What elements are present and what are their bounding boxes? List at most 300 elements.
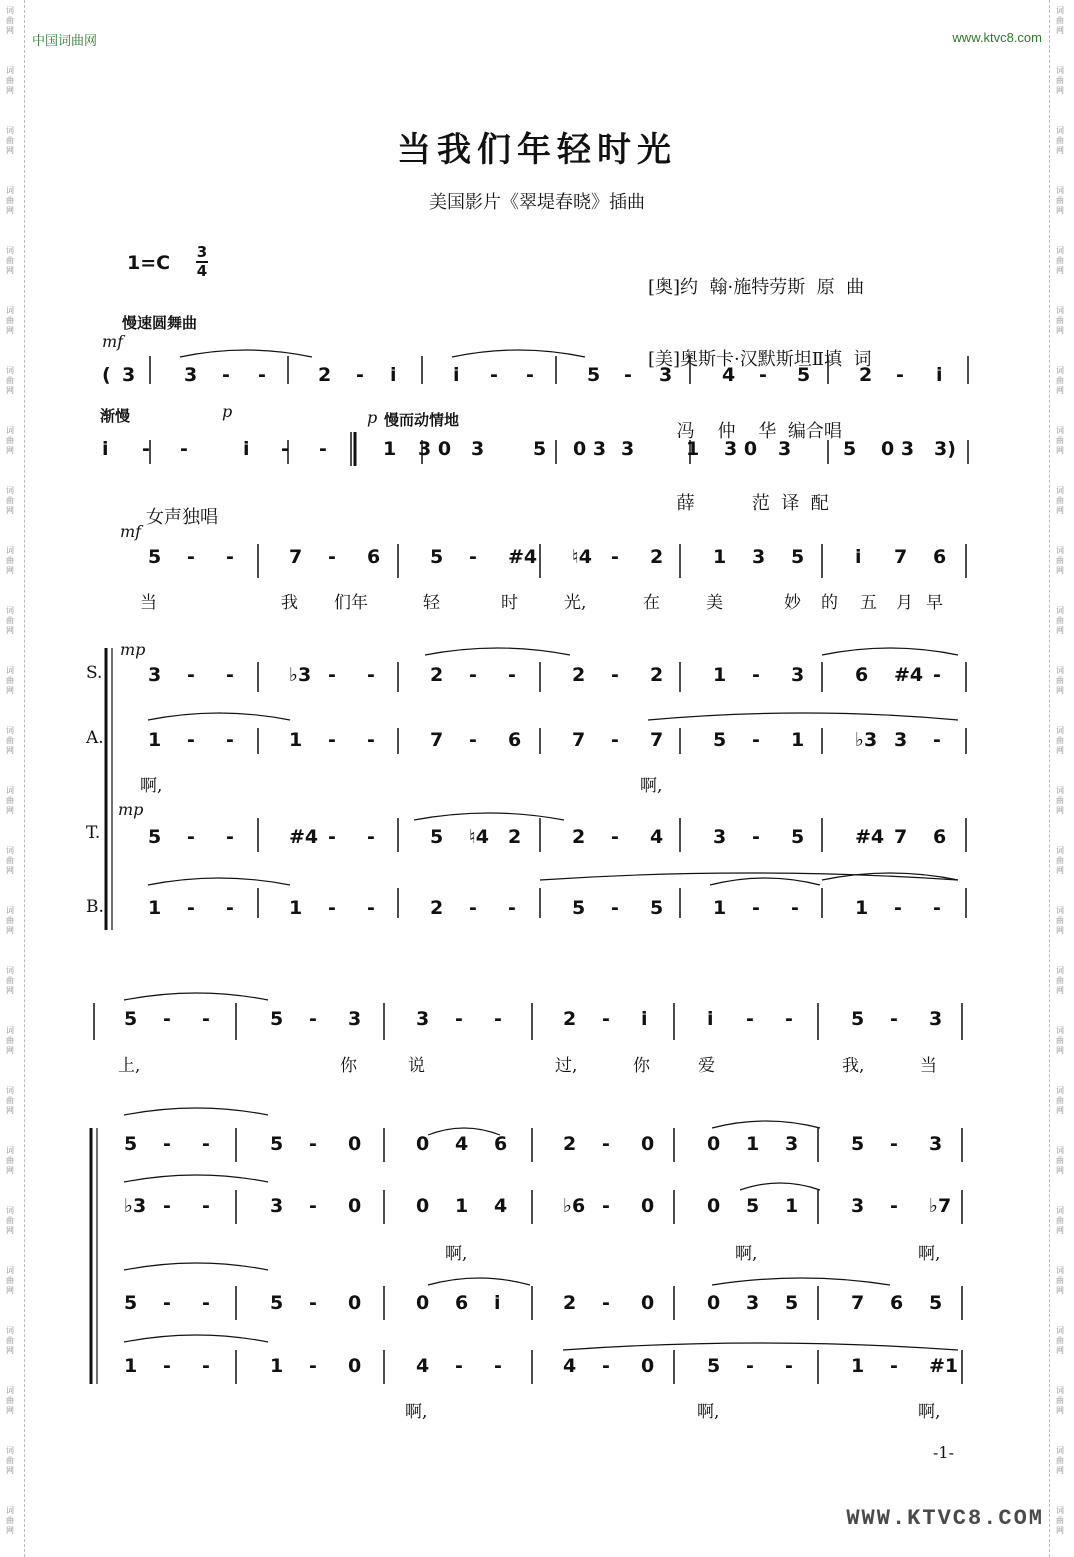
side-watermark-text: 词曲网	[6, 1386, 14, 1415]
lyric: 你	[340, 1056, 357, 1076]
dynamic-p: p	[367, 408, 378, 427]
note: -	[896, 364, 904, 386]
note: 2	[572, 826, 586, 848]
note: 1	[851, 1355, 865, 1377]
note: 2	[508, 826, 522, 848]
lyric: 早	[926, 593, 943, 613]
note: 5	[124, 1292, 138, 1314]
note: -	[187, 729, 195, 751]
note: 1	[686, 438, 700, 460]
note: 5	[430, 826, 444, 848]
note: 0	[348, 1195, 362, 1217]
lyric: 你	[633, 1056, 650, 1076]
note: 5	[430, 546, 444, 568]
lyric: 五	[860, 593, 877, 613]
note: i	[102, 438, 109, 460]
note: i	[390, 364, 397, 386]
side-watermark-text: 词曲网	[6, 1206, 14, 1235]
note: #4	[289, 826, 319, 848]
note: -	[469, 897, 477, 919]
note: 0 3	[881, 438, 915, 460]
note: 6	[855, 664, 869, 686]
dynamic-mf: mf	[102, 332, 124, 351]
tempo-marking: 慢速圆舞曲	[122, 314, 198, 332]
lyric: 们年	[334, 593, 368, 613]
slur	[124, 1263, 268, 1270]
side-watermark-text: 词曲网	[1056, 786, 1064, 815]
note: 5	[791, 546, 805, 568]
note: 1	[289, 897, 303, 919]
lyric: 啊,	[697, 1402, 720, 1422]
side-watermark-text: 词曲网	[1056, 1326, 1064, 1355]
note: -	[226, 897, 234, 919]
lyric: 当	[140, 593, 157, 613]
note: -	[746, 1355, 754, 1377]
note: 1	[785, 1195, 799, 1217]
slur	[563, 1343, 958, 1350]
note: -	[328, 897, 336, 919]
lyric: 我	[281, 593, 298, 613]
note: 0	[707, 1195, 721, 1217]
side-watermark-text: 词曲网	[6, 726, 14, 755]
note: i	[243, 438, 250, 460]
note: -	[356, 364, 364, 386]
side-watermark-text: 词曲网	[6, 1026, 14, 1055]
side-watermark-text: 词曲网	[1056, 1446, 1064, 1475]
note: 1	[124, 1355, 138, 1377]
note: -	[309, 1355, 317, 1377]
note: 6	[494, 1133, 508, 1155]
note: -	[222, 364, 230, 386]
lyric: 上,	[118, 1056, 141, 1076]
note: -	[508, 664, 516, 686]
side-watermark-text: 词曲网	[1056, 1146, 1064, 1175]
note: 2	[430, 897, 444, 919]
note: -	[526, 364, 534, 386]
note: 1	[270, 1355, 284, 1377]
note: -	[187, 826, 195, 848]
note: -	[187, 897, 195, 919]
slur	[124, 1108, 268, 1115]
side-watermark-text: 词曲网	[1056, 846, 1064, 875]
note: 0	[348, 1355, 362, 1377]
note: 1	[713, 664, 727, 686]
note: -	[187, 546, 195, 568]
note: 4	[416, 1355, 430, 1377]
note: -	[890, 1195, 898, 1217]
note: 1	[746, 1133, 760, 1155]
lyric: 过,	[555, 1056, 578, 1076]
note: #4	[508, 546, 538, 568]
note: 4	[455, 1133, 469, 1155]
note: 1	[455, 1195, 469, 1217]
note: -	[328, 664, 336, 686]
note: 2	[859, 364, 873, 386]
note: -	[611, 897, 619, 919]
note: 5	[650, 897, 664, 919]
note: 5	[843, 438, 857, 460]
note: 4	[494, 1195, 508, 1217]
side-watermark-text: 词曲网	[6, 1266, 14, 1295]
note: -	[180, 438, 188, 460]
note: i	[707, 1008, 714, 1030]
note: 5	[785, 1292, 799, 1314]
note: -	[319, 438, 327, 460]
note: 2	[650, 546, 664, 568]
lyric: 妙	[784, 593, 801, 613]
side-watermark-text: 词曲网	[6, 246, 14, 275]
note: -	[367, 664, 375, 686]
note: 5	[929, 1292, 943, 1314]
song-subtitle: 美国影片《翠堤春晓》插曲	[429, 192, 645, 213]
side-watermark-text: 词曲网	[6, 546, 14, 575]
note: 5	[270, 1292, 284, 1314]
key-signature: 1=C	[127, 252, 171, 274]
dynamic-mp: mp	[120, 640, 146, 659]
slur	[712, 1278, 890, 1285]
note: -	[602, 1133, 610, 1155]
side-watermark-text: 词曲网	[6, 666, 14, 695]
note: -	[163, 1133, 171, 1155]
slur	[148, 878, 290, 885]
note: -	[494, 1355, 502, 1377]
slur	[180, 350, 312, 357]
note: (	[102, 364, 111, 386]
side-watermark-text: 词曲网	[1056, 186, 1064, 215]
note: 2	[563, 1292, 577, 1314]
side-watermark-text: 词曲网	[1056, 66, 1064, 95]
note: -	[785, 1355, 793, 1377]
note: 7	[894, 826, 908, 848]
side-watermark-text: 词曲网	[1056, 1266, 1064, 1295]
note: -	[933, 729, 941, 751]
note: -	[309, 1195, 317, 1217]
side-watermark-text: 词曲网	[6, 906, 14, 935]
part-label-bass: B.	[86, 897, 104, 917]
side-watermark-text: 词曲网	[6, 186, 14, 215]
note: -	[933, 664, 941, 686]
note: -	[226, 729, 234, 751]
lyric: 的	[821, 593, 838, 613]
lyric: 啊,	[735, 1244, 758, 1264]
side-watermark-text: 词曲网	[1056, 6, 1064, 35]
lyric: 说	[408, 1056, 425, 1076]
note: ♭6	[563, 1195, 586, 1217]
lyric: 爱	[698, 1056, 715, 1076]
note: 0	[416, 1292, 430, 1314]
note: -	[226, 664, 234, 686]
note: -	[494, 1008, 502, 1030]
note: -	[469, 664, 477, 686]
slur	[124, 1175, 268, 1182]
side-watermark-text: 词曲网	[6, 1446, 14, 1475]
note: 0	[641, 1355, 655, 1377]
note: 3	[778, 438, 792, 460]
note: 5	[533, 438, 547, 460]
note: 5	[572, 897, 586, 919]
side-watermark-text: 词曲网	[1056, 306, 1064, 335]
note: 6	[508, 729, 522, 751]
note: -	[281, 438, 289, 460]
note: -	[309, 1292, 317, 1314]
note: 6	[933, 546, 947, 568]
site-url-right[interactable]: www.ktvc8.com	[952, 30, 1042, 45]
note: 5	[797, 364, 811, 386]
side-watermark-text: 词曲网	[6, 846, 14, 875]
slur	[428, 1278, 530, 1285]
dynamic-mp: mp	[118, 800, 144, 819]
slur	[148, 713, 290, 720]
note: 3	[929, 1133, 943, 1155]
note: -	[469, 729, 477, 751]
note: -	[187, 664, 195, 686]
note: 5	[148, 826, 162, 848]
note: 7	[894, 546, 908, 568]
credit-line: [美]奥斯卡·汉默斯坦Ⅱ填 词	[648, 349, 872, 370]
note: -	[328, 546, 336, 568]
side-watermark-text: 词曲网	[6, 126, 14, 155]
note: -	[490, 364, 498, 386]
note: 6	[367, 546, 381, 568]
note: -	[602, 1355, 610, 1377]
note: 7	[289, 546, 303, 568]
note: 3	[148, 664, 162, 686]
note: -	[933, 897, 941, 919]
note: 1	[148, 729, 162, 751]
lyric: 啊,	[445, 1244, 468, 1264]
note: 7	[851, 1292, 865, 1314]
note: 3	[270, 1195, 284, 1217]
note: 2	[563, 1008, 577, 1030]
side-watermark-text: 词曲网	[1056, 666, 1064, 695]
side-watermark-text: 词曲网	[1056, 426, 1064, 455]
tempo-marking: 渐慢	[100, 407, 131, 425]
slur	[710, 878, 820, 885]
note: 5	[124, 1133, 138, 1155]
note: 7	[572, 729, 586, 751]
note: 3	[621, 438, 635, 460]
note: -	[890, 1355, 898, 1377]
note: 5	[270, 1008, 284, 1030]
slur	[648, 713, 958, 720]
note: 2	[650, 664, 664, 686]
note: 0	[416, 1195, 430, 1217]
side-watermark-text: 词曲网	[1056, 246, 1064, 275]
slur	[740, 1183, 820, 1190]
side-watermark-text: 词曲网	[1056, 546, 1064, 575]
note: -	[309, 1008, 317, 1030]
note: ♭3	[855, 729, 878, 751]
side-watermark-text: 词曲网	[1056, 1026, 1064, 1055]
slur	[428, 1128, 500, 1135]
note: 3	[348, 1008, 362, 1030]
lyric: 我,	[842, 1056, 865, 1076]
side-watermark-text: 词曲网	[1056, 1506, 1064, 1535]
note: #4	[894, 664, 924, 686]
lyric: 当	[920, 1056, 937, 1076]
side-watermark-text: 词曲网	[6, 306, 14, 335]
part-label-tenor: T.	[86, 823, 101, 843]
side-watermark-text: 词曲网	[1056, 1206, 1064, 1235]
note: 1	[791, 729, 805, 751]
note: 5	[851, 1133, 865, 1155]
side-watermark-text: 词曲网	[1056, 126, 1064, 155]
side-watermark-text: 词曲网	[6, 1506, 14, 1535]
note: -	[602, 1292, 610, 1314]
note: -	[602, 1195, 610, 1217]
note: 1	[148, 897, 162, 919]
slur	[452, 350, 585, 357]
lyric: 啊,	[640, 776, 663, 796]
part-label-alto: A.	[86, 728, 104, 748]
note: 0 3	[573, 438, 607, 460]
note: 6	[890, 1292, 904, 1314]
note: 3	[416, 1008, 430, 1030]
note: 2	[563, 1133, 577, 1155]
note: -	[328, 729, 336, 751]
part-label-soprano: S.	[86, 663, 103, 683]
time-sig-top: 3	[196, 243, 208, 261]
side-watermark-text: 词曲网	[1056, 486, 1064, 515]
note: -	[163, 1008, 171, 1030]
note: ♭7	[929, 1195, 952, 1217]
note: 1	[383, 438, 397, 460]
note: -	[367, 826, 375, 848]
dynamic-mf: mf	[120, 522, 142, 541]
note: 5	[148, 546, 162, 568]
note: 5	[746, 1195, 760, 1217]
note: 2	[572, 664, 586, 686]
credit-line: 冯 仲 华 编合唱	[648, 421, 842, 442]
note: 4	[650, 826, 664, 848]
lyric: 啊,	[918, 1244, 941, 1264]
note: -	[455, 1008, 463, 1030]
note: -	[602, 1008, 610, 1030]
note: 5	[791, 826, 805, 848]
note: 6	[933, 826, 947, 848]
page-number: -1-	[933, 1443, 954, 1462]
note: -	[367, 729, 375, 751]
note: -	[202, 1133, 210, 1155]
slur	[414, 813, 564, 820]
side-watermark-text: 词曲网	[6, 366, 14, 395]
note: -	[202, 1292, 210, 1314]
note: 2	[318, 364, 332, 386]
side-watermark-text: 词曲网	[1056, 366, 1064, 395]
side-watermark-text: 词曲网	[6, 606, 14, 635]
lyric: 光,	[564, 593, 587, 613]
note: 0	[641, 1195, 655, 1217]
note: 3	[122, 364, 136, 386]
note: -	[752, 826, 760, 848]
note: -	[752, 897, 760, 919]
lyric: 时	[501, 593, 518, 613]
side-watermark-text: 词曲网	[6, 426, 14, 455]
slur	[124, 993, 268, 1000]
slur	[712, 1121, 820, 1128]
note: -	[611, 664, 619, 686]
note: -	[890, 1133, 898, 1155]
note: 3	[713, 826, 727, 848]
note: 3	[791, 664, 805, 686]
note: -	[785, 1008, 793, 1030]
note: 5	[124, 1008, 138, 1030]
solo-label: 女声独唱	[146, 507, 218, 528]
note: 3	[471, 438, 485, 460]
side-watermark-text: 词曲网	[6, 966, 14, 995]
note: 3	[752, 546, 766, 568]
note: -	[455, 1355, 463, 1377]
side-watermark-text: 词曲网	[6, 1146, 14, 1175]
note: 5	[587, 364, 601, 386]
note: -	[367, 897, 375, 919]
time-sig-bottom: 4	[196, 262, 208, 280]
song-title: 当我们年轻时光	[397, 130, 677, 170]
note: -	[226, 826, 234, 848]
slur	[425, 648, 570, 655]
note: -	[890, 1008, 898, 1030]
note: -	[258, 364, 266, 386]
slur	[124, 1335, 268, 1342]
side-watermark-text: 词曲网	[6, 1326, 14, 1355]
side-watermark-text: 词曲网	[6, 6, 14, 35]
note: 3 0	[724, 438, 758, 460]
note: 4	[563, 1355, 577, 1377]
side-watermark-text: 词曲网	[1056, 966, 1064, 995]
note: 3	[184, 364, 198, 386]
note: -	[752, 664, 760, 686]
note: ♮4	[469, 826, 490, 848]
note: 1	[289, 729, 303, 751]
lyric: 在	[643, 593, 660, 613]
note: -	[163, 1195, 171, 1217]
note: -	[202, 1355, 210, 1377]
note: 3	[659, 364, 673, 386]
side-watermark-text: 词曲网	[1056, 606, 1064, 635]
note: -	[746, 1008, 754, 1030]
side-watermark-text: 词曲网	[6, 66, 14, 95]
lyric: 轻	[423, 593, 440, 613]
note: -	[226, 546, 234, 568]
side-watermark-text: 词曲网	[6, 786, 14, 815]
side-watermark-text: 词曲网	[1056, 1386, 1064, 1415]
lyric: 美	[706, 593, 723, 613]
note: 3	[785, 1133, 799, 1155]
note: -	[611, 826, 619, 848]
note: -	[163, 1292, 171, 1314]
note: i	[936, 364, 943, 386]
note: -	[328, 826, 336, 848]
note: -	[469, 546, 477, 568]
note: #1	[929, 1355, 959, 1377]
note: 0	[641, 1133, 655, 1155]
note: 5	[713, 729, 727, 751]
lyric: 啊,	[918, 1402, 941, 1422]
site-name-left[interactable]: 中国词曲网	[32, 33, 98, 48]
note: i	[453, 364, 460, 386]
note: 3	[746, 1292, 760, 1314]
note: 4	[722, 364, 736, 386]
footer-watermark[interactable]: WWW.KTVC8.COM	[846, 1506, 1044, 1531]
tempo-marking: 慢而动情地	[384, 411, 460, 429]
note: i	[855, 546, 862, 568]
lyric: 啊,	[140, 776, 163, 796]
note: -	[611, 546, 619, 568]
side-watermark-text: 词曲网	[1056, 726, 1064, 755]
note: 7	[430, 729, 444, 751]
note: 0	[416, 1133, 430, 1155]
note: -	[752, 729, 760, 751]
